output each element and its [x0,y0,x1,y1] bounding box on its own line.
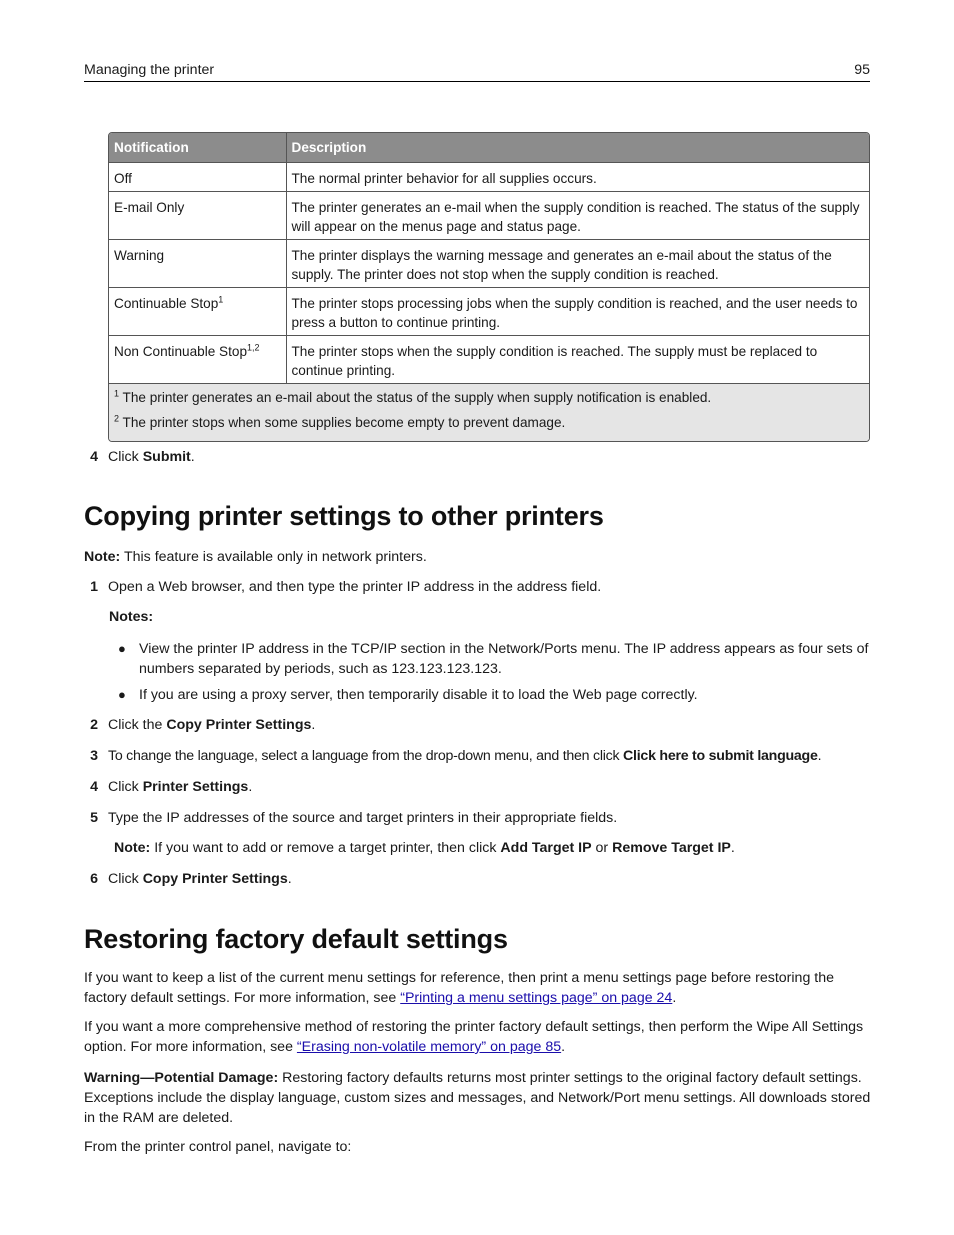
paragraph-text-pre: If you want to keep a list of the current menu settings for reference, then print a menu settings page before restoring the factory default settings. For more information, see [84,970,834,1006]
step-number: 3 [90,748,98,764]
notification-table [108,132,870,442]
bullet-text: If you are using a proxy server, then temporarily disable it to load the Web page correctly. [139,687,698,703]
step-text-bold: Printer Settings [142,779,249,795]
paragraph-text [84,1017,874,1057]
footnote-text: The printer generates an e-mail about the status of the supply when supply notification is enabled. [119,389,712,405]
notification-name: Continuable Stop [114,295,219,311]
note-text-mid: or [591,840,613,856]
notification-name: Non Continuable Stop [114,343,248,359]
notification-name: Off [114,170,132,186]
notes-label [109,607,899,627]
warning-body: Restoring factory defaults returns most printer settings to the original factory default settings. Exceptions include the display language, custom sizes and messages, and Network/Port menu settings. All downloads stored in the RAM are deleted. [84,1070,871,1126]
footnote [114,388,865,407]
step-text: Open a Web browser, and then type the printer IP address in the address field. [108,579,602,595]
step-text-post: . [817,748,822,764]
step-text-post: . [311,717,316,733]
column-header-description: Description [286,133,869,162]
step-text-post: . [248,779,253,795]
step-text [108,746,821,766]
notification-cell [109,239,286,287]
footnote-mark: 2 [114,412,120,423]
table-row [109,287,869,335]
warning-paragraph [84,1068,874,1128]
note-bold-add: Add Target IP [500,840,592,856]
paragraph-wipe-all [84,1017,874,1057]
notification-cell [109,287,286,335]
step-text-pre: To change the language, select a language from the drop-down menu, and then click [108,748,624,764]
page-number: 95 [854,62,870,78]
table-row [109,191,869,239]
note-label: Note: [84,549,121,565]
step5-note [114,838,904,858]
page-header [84,60,870,82]
footnote-ref: 1,2 [247,341,260,352]
column-header-notification: Notification [109,133,286,162]
step-text: Type the IP addresses of the source and target printers in their appropriate fields. [108,810,618,826]
bullet-icon: ● [118,641,126,656]
paragraph-navigate [84,1137,874,1157]
table-row [109,335,869,383]
section-title-copying: Copying printer settings to other printers [84,501,604,531]
notification-cell [109,191,286,239]
step-text [108,447,195,467]
notification-name: Warning [114,247,165,263]
paragraph-menu-settings [84,968,874,1008]
table-footnotes [109,383,869,441]
step-number: 4 [90,779,98,795]
paragraph-text: From the printer control panel, navigate to: [84,1139,352,1155]
section-title-restoring: Restoring factory default settings [84,924,508,954]
footnote-mark: 1 [114,387,120,398]
link-printing-menu-settings[interactable]: “Printing a menu settings page” on page 24 [400,990,673,1006]
footnote [114,413,865,432]
paragraph-text-post: . [561,1039,566,1055]
step-text-post: . [190,449,195,465]
step-text-pre: Click [108,779,143,795]
note-bold-remove: Remove Target IP [612,840,731,856]
step-text-pre: Click the [108,717,167,733]
bullet-text: View the printer IP address in the TCP/IP section in the Network/Ports menu. The IP address appears as four sets of numbers separated by periods, such as 123.123.123.123. [139,641,869,677]
footnote-text: The printer stops when some supplies become empty to prevent damage. [119,414,566,430]
paragraph-text-pre: If you want a more comprehensive method of restoring the printer factory default settings, then perform the Wipe All Settings option. For more information, see [84,1019,864,1055]
description-cell: The printer generates an e-mail when the supply condition is reached. The status of the supply will appear on the menus page and status page. [286,191,869,239]
note-network [84,547,874,567]
footnote-ref: 1 [218,293,224,304]
step-text-bold: Copy Printer Settings [166,717,312,733]
notification-cell [109,335,286,383]
table-row [109,239,869,287]
description-cell: The printer displays the warning message and generates an e-mail about the status of the supply. The printer does not stop when the supply condition is reached. [286,239,869,287]
note-text: If you want to add or remove a target printer, then click [150,840,501,856]
warning-text [84,1068,874,1128]
footnotes-cell [109,383,869,441]
paragraph-text [84,968,874,1008]
step-number: 4 [90,449,98,465]
step-text [108,715,315,735]
link-erasing-memory[interactable]: “Erasing non-volatile memory” on page 85 [296,1039,562,1055]
notes-label-text: Notes: [109,609,154,625]
description-cell: The normal printer behavior for all supplies occurs. [286,162,869,191]
warning-label: Warning—Potential Damage: [84,1070,279,1086]
header-title: Managing the printer [84,62,215,78]
notification-name: E-mail Only [114,199,185,215]
step-text-bold: Click here to submit language [623,748,818,764]
step-text-pre: Click [108,449,143,465]
step-text-post: . [287,871,292,887]
step-number: 5 [90,810,98,826]
step-number: 2 [90,717,98,733]
step-text-bold: Copy Printer Settings [142,871,288,887]
note-label: Note: [114,840,151,856]
step-text [108,869,292,889]
note-text: This feature is available only in network printers. [120,549,427,565]
step-text [108,777,252,797]
table-row [109,162,869,191]
notification-cell [109,162,286,191]
paragraph-text-post: . [672,990,677,1006]
description-cell: The printer stops when the supply condition is reached. The supply must be replaced to continue printing. [286,335,869,383]
step-number: 6 [90,871,98,887]
note-text-post: . [730,840,735,856]
step-number: 1 [90,579,98,595]
bullet-icon: ● [118,687,126,702]
description-cell: The printer stops processing jobs when the supply condition is reached, and the user needs to press a button to continue printing. [286,287,869,335]
step-text-bold: Submit [142,449,191,465]
step-text-pre: Click [108,871,143,887]
